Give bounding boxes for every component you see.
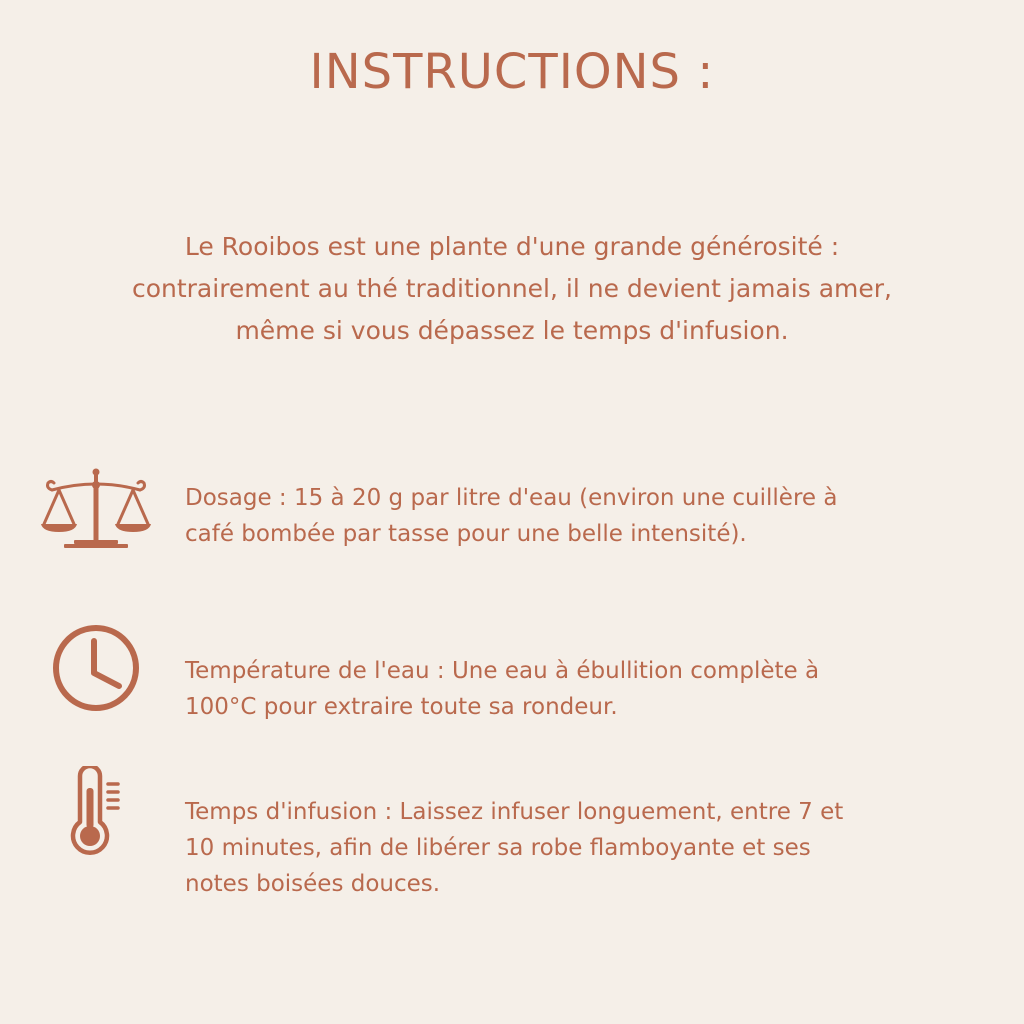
instruction-text: [185, 653, 1005, 725]
instruction-line: café bombée par tasse pour une belle intensité).: [185, 521, 747, 547]
page-title: INSTRUCTIONS :: [309, 44, 715, 100]
instruction-temperature: [0, 620, 1024, 720]
thermometer-icon: [68, 766, 126, 858]
instruction-line: notes boisées douces.: [185, 871, 441, 897]
instruction-line: Température de l'eau : Une eau à ébullition complète à: [185, 658, 820, 684]
instruction-line: 10 minutes, afin de libérer sa robe flamboyante et ses: [185, 835, 811, 861]
instruction-line: 100°C pour extraire toute sa rondeur.: [185, 694, 618, 720]
intro-line: Le Rooibos est une plante d'une grande générosité :: [184, 232, 840, 261]
intro-paragraph: [20, 226, 1004, 352]
instruction-text: [185, 480, 1005, 552]
intro-line: contrairement au thé traditionnel, il ne devient jamais amer,: [131, 274, 893, 303]
instruction-text: [185, 794, 1005, 902]
clock-icon: [51, 623, 141, 713]
intro-line: même si vous dépassez le temps d'infusion.: [235, 316, 789, 345]
instruction-line: Temps d'infusion : Laissez infuser longuement, entre 7 et: [185, 799, 844, 825]
instruction-infusion-time: [0, 762, 1024, 902]
instruction-dosage: [0, 460, 1024, 560]
instruction-line: Dosage : 15 à 20 g par litre d'eau (environ une cuillère à: [185, 485, 838, 511]
scale-icon: [38, 464, 154, 556]
